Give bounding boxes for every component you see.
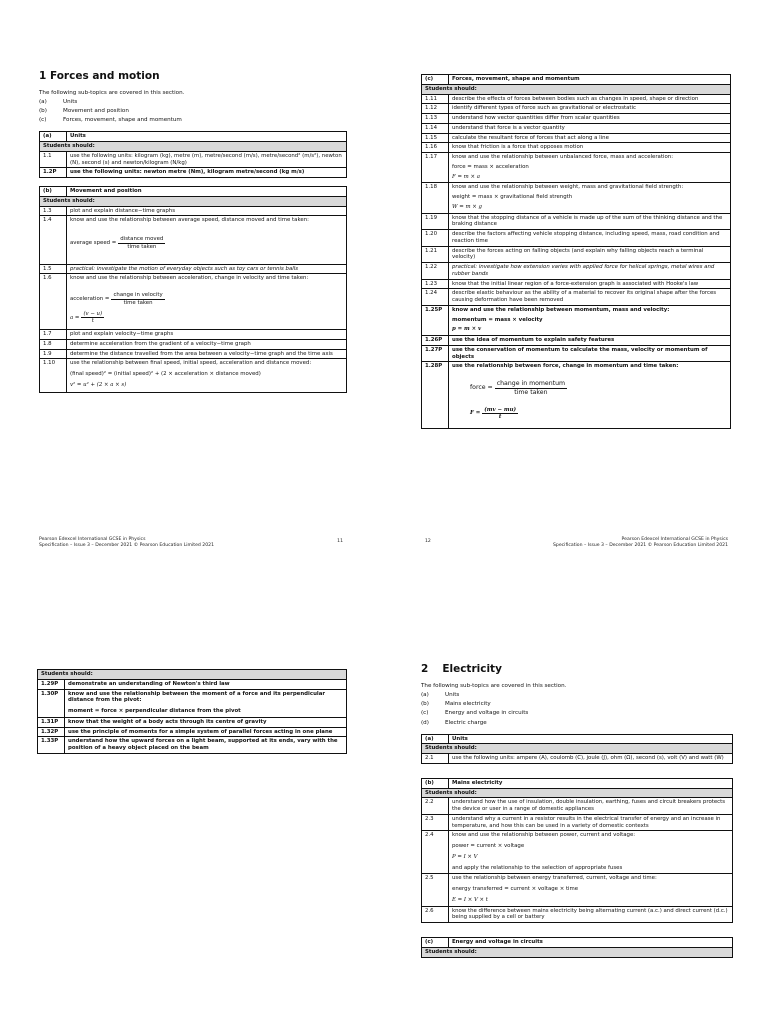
table-row: 1.11 describe the effects of forces between bodies such as changes in speed, shape or direction [422,94,731,104]
table-row: 1.12 identify different types of force such as gravitational or electrostatic [422,104,731,114]
subtopic-item: (b) Movement and position [39,108,129,115]
subtopic-item: (c) Forces, movement, shape and momentum [39,117,182,124]
subtopic-list [421,692,733,726]
subtopic-item: (a) Units [421,692,460,698]
table-energy-voltage-circuits: (c) Energy and voltage in circuits Students should: [421,937,733,958]
table-electricity-units: (a) Units Students should: 2.1 use the following units: ampere (A), coulomb (C), joule (J), ohm (Ω), second (s), volt (V) and watt (W) [421,734,733,764]
subtopic-item: (b) Mains electricity [421,701,491,708]
table-row: 1.24 describe elastic behaviour as the ability of a material to recover its original shape after the forces causing deformation have been removed [422,289,731,306]
table-row: 1.18 know and use the relationship between weight, mass and gravitational field strength: weight = mass × gravitational field strength W = m × g [422,183,731,213]
table-row: 1.20 describe the factors affecting vehicle stopping distance, including speed, mass, road condition and reaction time [422,230,731,247]
table-row: 2.3 understand why a current in a resistor results in the electrical transfer of energy and an increase in temperature, and how this can be used in a variety of domestic contexts [422,814,733,831]
students-should-label: Students should: [422,788,733,798]
page-13 [37,669,347,762]
formula-acceleration-words: acceleration = $\frac{\text{change in velocity}}{\text{time taken}}$ [70,292,163,306]
table-row: 1.15 calculate the resultant force of forces that act along a line [422,133,731,143]
subtopic-item: (c) Energy and voltage in circuits [421,710,529,717]
table-row: 1.14 understand that force is a vector quantity [422,123,731,133]
table-row: 1.33P understand how the upward forces on a light beam, supported at its ends, vary with the position of a heavy object placed on the beam [38,737,347,754]
page-number: 11 [337,539,343,544]
formula-force-momentum-symbols: F = $\frac{(mv - mu)}{t}$ [470,406,517,421]
students-should-label: Students should: [422,84,731,94]
students-should-label: Students should: [38,670,347,680]
students-should-label: Students should: [422,947,733,957]
subtopic-item: (a) Units [39,99,78,105]
formula-acceleration-symbols: a = $\frac{(v - u)}{t}$ [70,310,103,325]
formula-force-momentum-words: force = $\frac{\text{change in momentum}}{\text{time taken}}$ [470,380,566,396]
table-row: 1.10 use the relationship between final speed, initial speed, acceleration and distance moved: (final speed)² = (initial speed)² + (2 × acceleration × distance moved) v² = u² + (2 × a × s) [40,359,347,392]
table-row: 2.5 use the relationship between energy transferred, current, voltage and time: energy transferred = current × voltage × time E = I × V × t [422,874,733,906]
table-header: (a) Units [40,132,347,142]
footer-page-12: 12 Pearson Edexcel International GCSE in Physics Specification – Issue 3 – December 2021 © Pearson Education Limited 2021 [425,537,728,549]
formula-average-speed: average speed = $\frac{\text{distance moved}}{\text{time taken}}$ [70,236,164,250]
table-row: 1.32P use the principle of moments for a simple system of parallel forces acting in one plane [38,727,347,737]
students-should-label: Students should: [422,744,733,754]
section-title: 1 Forces and motion [39,70,160,82]
table-row: 1.28P use the relationship between force, change in momentum and time taken: force = $\frac{\text{change in momentum}}{\text{time taken}}$ F = $\frac{(mv - mu)}{t}$ [422,362,731,429]
table-row: 1.1 use the following units: kilogram (kg), metre (m), metre/second (m/s), metre/second² (m/s²), newton (N), second (s) and newton/kilogram (N/kg) [40,151,347,168]
table-forces-movement-shape-momentum: (c) Forces, movement, shape and momentum Students should: 1.11 describe the effects of forces between bodies such as changes in speed, shape or direction 1.12 identify different types of force such as gravitational or electrostatic 1.13 understand how vector quantities differ from scalar quantities 1.14 understand that force is a vector quantity 1.15 calculate the resultant force of forces that act along a line 1.16 know that friction is a force that opposes motion 1.17 know and use the relationship between unbalanced force, mass and acceleration: force = mass × acceleration F = m × a 1.18 know and use the relationship between weight, mass and gravitational field strength: weight = mass × gravitational field strength W = m × g 1.19 know that the stopping distance of a vehicle is made up of the sum of the thinking distance and the braking distance 1.20 describe the factors affecting vehicle stopping distance, including speed, mass, road condition and reaction time 1.21 describe the forces acting on falling objects (and explain why falling objects reach a terminal velocity) 1.22 practical: investigate how extension varies with applied force for helical springs, metal wires and rubber bands 1.23 know that the initial linear region of a force-extension graph is associated with Hooke's law 1.24 describe elastic behaviour as the ability of a material to recover its original shape after the forces causing deformation have been removed 1.25P know and use the relationship between momentum, mass and velocity: momentum = mass × velocity p = m × v 1.26P use the idea of momentum to explain safety features 1.27P use the conservation of momentum to calculate the mass, velocity or momentum of objects 1.28P use the relationship between force, change in momentum and time taken: force = $\frac{\text{change in momentum}}{\text{time taken}}$ F = $\frac{(mv - mu)}{t}$ [421,74,731,429]
table-row: 1.27P use the conservation of momentum to calculate the mass, velocity or momentum of objects [422,345,731,362]
table-units [39,131,347,178]
intro-text: The following sub-topics are covered in this section. [421,683,567,689]
subtopic-item: (d) Electric charge [421,719,487,726]
table-row: 1.4 know and use the relationship between average speed, distance moved and time taken: average speed = $\frac{\text{distance moved}}{\text{time taken}}$ [40,216,347,264]
table-row: 1.16 know that friction is a force that opposes motion [422,143,731,153]
table-row: 1.21 describe the forces acting on falling objects (and explain why falling objects reach a terminal velocity) [422,246,731,263]
table-row: 2.1 use the following units: ampere (A), coulomb (C), joule (J), ohm (Ω), second (s), volt (V) and watt (W) [422,754,733,764]
table-row: 2.2 understand how the use of insulation, double insulation, earthing, fuses and circuit breakers protects the device or user in a range of domestic appliances [422,798,733,815]
table-row: 1.3 plot and explain distance−time graphs [40,206,347,216]
table-row: 1.8 determine acceleration from the gradient of a velocity−time graph [40,339,347,349]
page-14 [421,663,733,958]
table-row: 1.31P know that the weight of a body acts through its centre of gravity [38,717,347,727]
table-row: 1.2P use the following units: newton metre (Nm), kilogram metre/second (kg m/s) [40,168,347,178]
page-number: 12 [425,539,431,544]
table-row: 1.26P use the idea of momentum to explain safety features [422,336,731,346]
students-should-label: Students should: [40,142,347,152]
table-row: 1.19 know that the stopping distance of a vehicle is made up of the sum of the thinking distance and the braking distance [422,213,731,230]
table-row: 1.22 practical: investigate how extension varies with applied force for helical springs, metal wires and rubber bands [422,263,731,280]
table-row: 2.4 know and use the relationship between power, current and voltage: power = current × voltage P = I × V and apply the relationship to the selection of appropriate fuses [422,831,733,874]
table-row: 1.9 determine the distance travelled from the area between a velocity−time graph and the time axis [40,349,347,359]
table-row: 1.30P know and use the relationship between the moment of a force and its perpendicular distance from the pivot: moment = force × perpendicular distance from the pivot [38,689,347,717]
table-row: 2.6 know the difference between mains electricity being alternating current (a.c.) and direct current (d.c.) being supplied by a cell or battery [422,906,733,923]
table-row: 1.7 plot and explain velocity−time graphs [40,330,347,340]
table-row: 1.29P demonstrate an understanding of Newton's third law [38,679,347,689]
students-should-label: Students should: [40,196,347,206]
table-row: 1.5 practical: investigate the motion of everyday objects such as toy cars or tennis balls [40,264,347,274]
footer-page-11: Pearson Edexcel International GCSE in Physics Specification – Issue 3 – December 2021 © Pearson Education Limited 2021 11 [39,537,343,549]
table-movement-position: (b) Movement and position Students should: 1.3 plot and explain distance−time graphs 1.4 know and use the relationship between average speed, distance moved and time taken: average speed = $\frac{\text{distance moved}}{\text{time taken}}$ 1.5 practical: investigate the motion of everyday objects such as toy cars or tennis balls 1.6 know and use the relationship between acceleration, change in velocity and time taken: acceleration = $\frac{\text{change in velocity}}{\text{time taken}}$ a = $\frac{(v - u)}{t}$ 1.7 plot and explain velocity−time graphs 1.8 determine acceleration from the gradient of a velocity−time graph 1.9 determine the distance travelled from the area between a velocity−time graph and the time axis 1.10 use the relationship between final speed, initial speed, acceleration and distance moved: (final speed)² = (initial speed)² + (2 × acceleration × distance moved) v² = u² + (2 × a × s) [39,186,347,393]
table-mains-electricity: (b) Mains electricity Students should: 2.2 understand how the use of insulation, double insulation, earthing, fuses and circuit breakers protects the device or user in a range of domestic appliances 2.3 understand why a current in a resistor results in the electrical transfer of energy and an increase in temperature, and how this can be used in a variety of domestic contexts 2.4 know and use the relationship between power, current and voltage: power = current × voltage P = I × V and apply the relationship to the selection of appropriate fuses 2.5 use the relationship between energy transferred, current, voltage and time: energy transferred = current × voltage × time E = I × V × t 2.6 know the difference between mains electricity being alternating current (a.c.) and direct current (d.c.) being supplied by a cell or battery [421,778,733,923]
page-11 [39,70,347,401]
table-row: 1.25P know and use the relationship between momentum, mass and velocity: momentum = mass × velocity p = m × v [422,305,731,335]
section-title: 2 Electricity [421,663,502,675]
table-row: 1.17 know and use the relationship between unbalanced force, mass and acceleration: force = mass × acceleration F = m × a [422,153,731,183]
table-row: 1.23 know that the initial linear region of a force-extension graph is associated with Hooke's law [422,279,731,289]
intro-text: The following sub-topics are covered in this section. [39,90,185,96]
page-12 [421,74,731,437]
table-row: 1.6 know and use the relationship between acceleration, change in velocity and time taken: acceleration = $\frac{\text{change in velocity}}{\text{time taken}}$ a = $\frac{(v - u)}{t}$ [40,274,347,330]
table-row: 1.13 understand how vector quantities differ from scalar quantities [422,114,731,124]
table-moments [37,669,347,754]
subtopic-list [39,99,347,123]
